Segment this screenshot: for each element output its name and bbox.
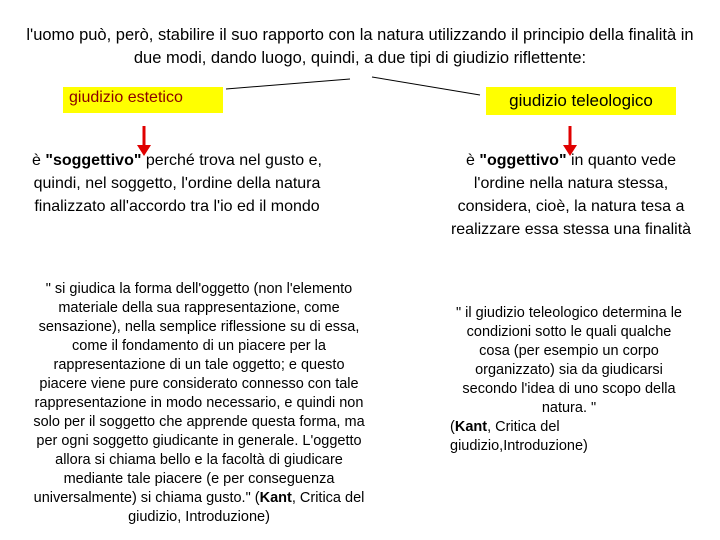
aesthetic-quote-author: Kant — [259, 490, 292, 506]
aesthetic-quote-text: " si giudica la forma dell'oggetto (non l'elemento materiale della sua rappresentazione, come sensazione), nella semplice riflessione su di essa, come il fondamento di un piacere per la rappresentazione di un tale oggetto; e questo piacere viene pure considerato connesso con tale rappresentazione in modo necessario, e quindi non solo per il soggetto che apprende questa forma, ma per ogni soggetto giudicante in generale. L'oggetto allora si chiama bello e la facoltà di giudicare mediante tale piacere (e per conseguenza universalmente) si chiama gusto." — [33, 281, 365, 506]
aesthetic-quote-source: (Kant, Critica del giudizio, Introduzione) — [128, 490, 365, 525]
teleological-judgment-label: giudizio teleologico — [509, 91, 653, 110]
teleological-desc-lead: è — [466, 152, 480, 169]
aesthetic-judgment-label: giudizio estetico — [69, 89, 183, 106]
teleological-quote-text: " il giudizio teleologico determina le condizioni sotto le quali qualche cosa (per esempio un corpo organizzato) sia da giudicarsi secondo l'idea di uno scopo della natura. " — [456, 305, 682, 416]
teleological-judgment-box — [486, 87, 676, 115]
aesthetic-quote — [28, 280, 370, 527]
teleological-desc-rest: in quanto vede l'ordine nella natura stessa, considera, cioè, la natura tesa a realizzare essa stessa una finalità — [450, 152, 692, 238]
teleological-quote — [450, 304, 688, 456]
connector-line-right — [372, 77, 480, 95]
intro-text: l'uomo può, però, stabilire il suo rapporto con la natura utilizzando il principio della finalità in due modi, dando luogo, quindi, a due tipi di giudizio riflettente: — [26, 26, 694, 67]
aesthetic-desc-rest: perché trova nel gusto e, quindi, nel soggetto, l'ordine della natura finalizzato all'accordo tra l'io ed il mondo — [33, 152, 322, 215]
aesthetic-description — [22, 149, 332, 218]
teleological-quote-author: Kant — [454, 419, 488, 435]
teleological-description — [440, 149, 702, 241]
connector-line-left — [226, 79, 350, 89]
aesthetic-desc-lead: è — [32, 152, 46, 169]
aesthetic-judgment-box — [63, 87, 223, 113]
aesthetic-desc-keyword: "soggettivo" — [45, 152, 142, 169]
teleological-desc-keyword: "oggettivo" — [479, 152, 567, 169]
teleological-quote-source: (Kant, Critica del giudizio,Introduzione) — [450, 419, 588, 454]
